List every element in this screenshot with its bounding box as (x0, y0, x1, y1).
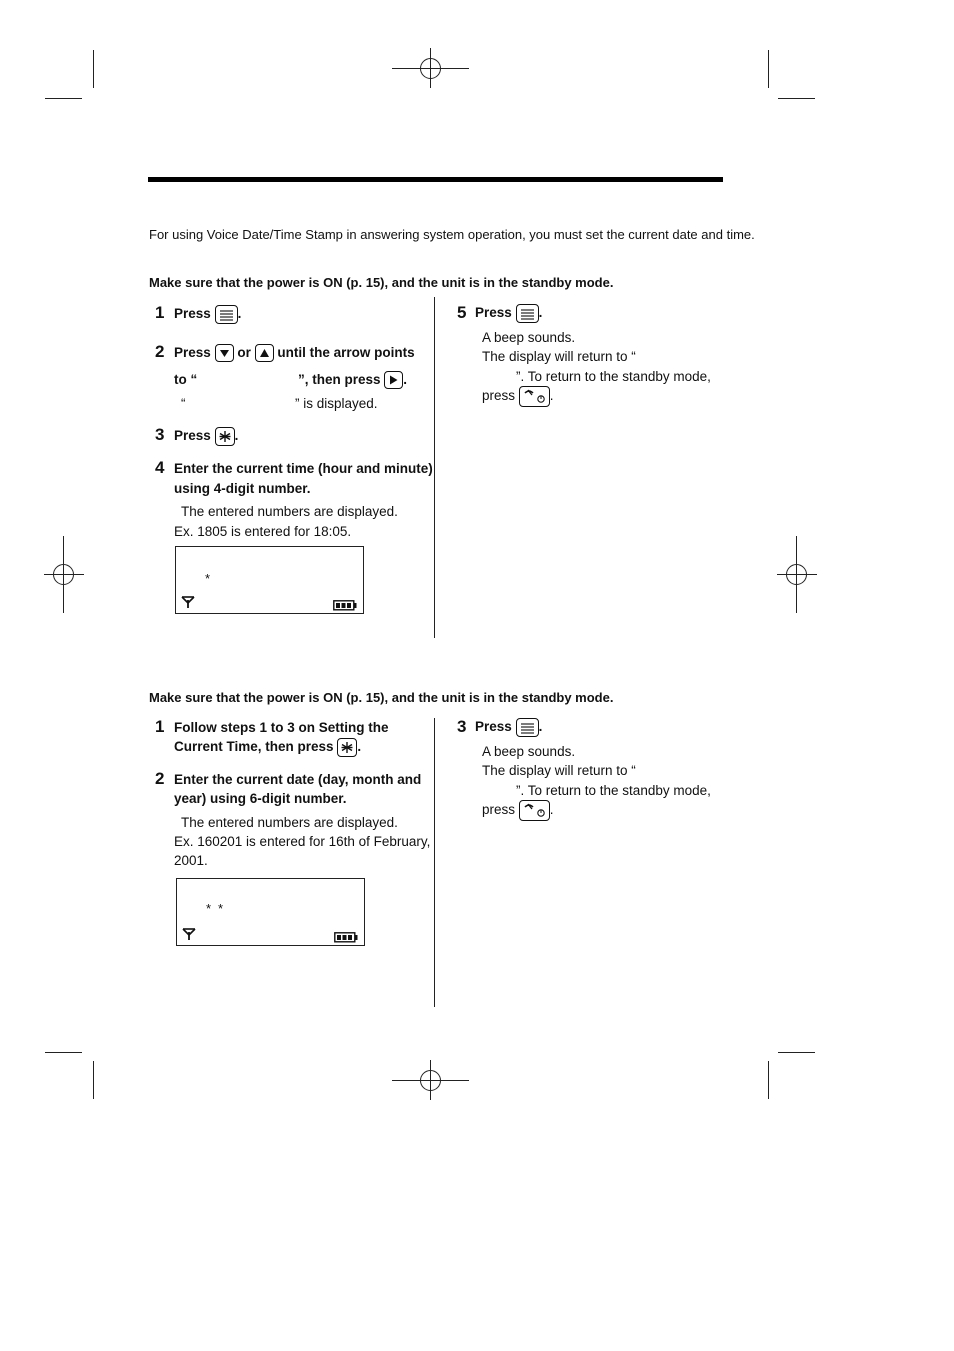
step-text: using 4-digit number. (174, 481, 311, 496)
step-description: “ (181, 396, 186, 411)
lcd-asterisk: * (218, 901, 224, 916)
menu-key-icon (516, 718, 539, 737)
lcd-asterisk: * (206, 901, 212, 916)
intro-text: For using Voice Date/Time Stamp in answering system operation, you must set the current date and time. (149, 227, 755, 242)
step-text: Press or until the arrow points (174, 343, 415, 363)
step-text: Enter the current date (day, month and (174, 772, 422, 787)
step-description: press . (482, 386, 554, 407)
menu-key-icon (516, 304, 539, 323)
antenna-icon (181, 596, 195, 614)
step-text: Press . (174, 426, 238, 446)
step-text: Press . (475, 717, 542, 737)
step-description: A beep sounds. (482, 330, 576, 345)
standby-note: Make sure that the power is ON (p. 15), and the unit is in the standby mode. (149, 690, 614, 705)
step-text: to “ (174, 372, 198, 387)
menu-key-icon (215, 305, 238, 324)
step-description: A beep sounds. (482, 744, 576, 759)
step-description: The entered numbers are displayed. (181, 815, 398, 830)
step-text: year) using 6-digit number. (174, 791, 347, 806)
step-text: Press . (475, 303, 542, 323)
column-divider (434, 297, 435, 638)
antenna-icon (182, 928, 196, 946)
step-text: Current Time, then press . (174, 737, 361, 757)
standby-note: Make sure that the power is ON (p. 15), and the unit is in the standby mode. (149, 275, 614, 290)
step-number: 1 (155, 303, 165, 322)
step-description: ”. To return to the standby mode, (516, 369, 711, 384)
header-rule (148, 177, 723, 182)
down-arrow-key-icon (215, 344, 234, 362)
step-number: 1 (155, 717, 165, 736)
step-text: Follow steps 1 to 3 on Setting the (174, 720, 389, 735)
step-number: 2 (155, 769, 165, 788)
step-text: Press . (174, 304, 241, 324)
step-description: The entered numbers are displayed. (181, 504, 398, 519)
step-description: ”. To return to the standby mode, (516, 783, 711, 798)
step-description: Ex. 1805 is entered for 18:05. (174, 524, 352, 539)
off-key-icon (519, 386, 550, 407)
step-description: 2001. (174, 853, 208, 868)
step-description: ” is displayed. (295, 396, 378, 411)
star-key-icon (337, 738, 357, 757)
step-description: Ex. 160201 is entered for 16th of February, (174, 834, 431, 849)
lcd-display (175, 546, 364, 614)
step-number: 2 (155, 342, 165, 361)
battery-icon (333, 598, 357, 616)
step-number: 5 (457, 303, 467, 322)
step-number: 3 (457, 717, 467, 736)
lcd-asterisk: * (205, 571, 211, 586)
step-number: 3 (155, 425, 165, 444)
step-text: ”, then press . (298, 370, 407, 390)
step-description: press . (482, 800, 554, 821)
lcd-display (176, 878, 365, 946)
step-description: The display will return to “ (482, 349, 636, 364)
off-key-icon (519, 800, 550, 821)
step-number: 4 (155, 458, 165, 477)
step-text: Enter the current time (hour and minute) (174, 461, 433, 476)
right-arrow-key-icon (384, 371, 403, 389)
battery-icon (334, 930, 358, 948)
up-arrow-key-icon (255, 344, 274, 362)
star-key-icon (215, 427, 235, 446)
step-description: The display will return to “ (482, 763, 636, 778)
column-divider (434, 718, 435, 1007)
